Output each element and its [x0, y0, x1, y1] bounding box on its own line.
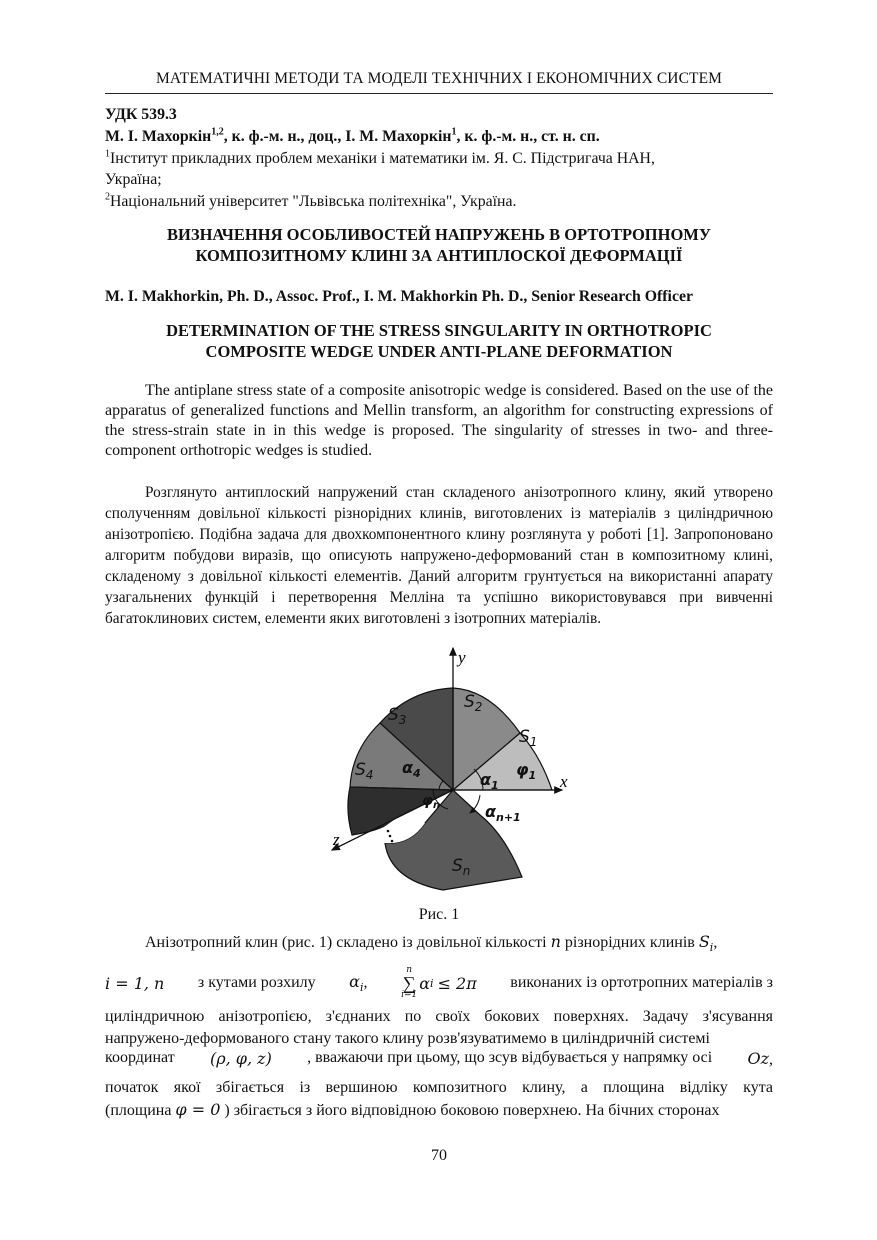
- phi1-label: $\varphi_1$: [516, 760, 537, 782]
- alpha1-label: $\alpha_1$: [480, 770, 499, 792]
- z-label: z: [333, 830, 340, 849]
- affiliation-1-cont: Україна;: [105, 171, 162, 188]
- alpha-n1-label: $\alpha_{n+1}$: [485, 802, 521, 824]
- body-line-4: (площина φ = 0 ) збігається з його відповідною боковою поверхнею. На бічних сторонах: [105, 1100, 720, 1119]
- title-ua: ВИЗНАЧЕННЯ ОСОБЛИВОСТЕЙ НАПРУЖЕНЬ В ОРТОТРОПНОМУ КОМПОЗИТНОМУ КЛИНІ ЗА АНТИПЛОСКОЇ ДЕФОРМАЦІЇ: [167, 225, 711, 265]
- header-rule: [105, 93, 773, 94]
- running-header: МАТЕМАТИЧНІ МЕТОДИ ТА МОДЕЛІ ТЕХНІЧНИХ І ЕКОНОМІЧНИХ СИСТЕМ: [155, 70, 723, 87]
- figure-caption: Рис. 1: [418, 906, 460, 923]
- abstract-en: The antiplane stress state of a composite anisotropic wedge is considered. Based on the use of the apparatus of generalized functions and Mellin transform, an algorithm for constructing expressions of the stress-strain state in in this wedge is proposed. The singularity of stresses in two- and three-component orthotropic wedges is studied.: [105, 382, 773, 459]
- x-label: x: [560, 772, 568, 791]
- body-line-2: i = 1, n з кутами розхилу $\alpha_i$, n ∑ i=1 α i ≤ 2π виконаних із ортотропних матеріалів з: [105, 965, 773, 1000]
- body-p2: циліндричною анізотропією, з'єднаних по своїх бокових поверхнях. Задачу з'ясування напружено-деформованого стану такого клину розв'язуватимемо в циліндричній системі: [105, 1008, 773, 1047]
- phin-label: $\varphi_n$: [422, 793, 441, 811]
- page-number: 70: [431, 1147, 447, 1164]
- abstract-ua: Розглянуто антиплоский напружений стан складеного анізотропного клину, який утворено сполученням довільної кількості різнорідних клинів, виготовлених із матеріалів з циліндричною анізотропією. Подібна задача для двохкомпонентного клину розглянута у роботі [1]. Запропоновано алгоритм побудови виразів, що описують напружено-деформований стан в композитному клині, складеному з довільної кількості елементів. Даний алгоритм грунтується на використанні апарату узагальнених функцій і перетворення Мелліна та успішно використовувався при вивченні багатоклинових систем, елементи яких виготовлені з ізотропних матеріалів.: [105, 484, 773, 627]
- y-label: y: [458, 648, 466, 667]
- body-line-1: Анізотропний клин (рис. 1) складено із довільної кількості n різнорідних клинів $S_i$,: [145, 932, 718, 955]
- alpha4-label: $\alpha_4$: [402, 758, 421, 780]
- s3-label: $S_3$: [388, 705, 407, 727]
- sn-label: $S_n$: [452, 856, 471, 878]
- authors-en: M. I. Makhorkin, Ph. D., Assoc. Prof., I. M. Makhorkin Ph. D., Senior Research Officer: [105, 288, 693, 305]
- body-p3: початок якої збігається із вершиною композитного клину, а площина відліку кута: [105, 1079, 773, 1096]
- s1-label: $S_1$: [519, 727, 538, 749]
- udk: УДК 539.3: [105, 106, 177, 123]
- affiliation-2: $^2$Національний університет "Львівська політехніка", Україна.: [105, 191, 517, 210]
- s4-label: $S_4$: [355, 760, 374, 782]
- wedge-figure: [330, 645, 580, 895]
- title-en: DETERMINATION OF THE STRESS SINGULARITY IN ORTHOTROPIC COMPOSITE WEDGE UNDER ANTI-PLANE DEFORMATION: [166, 321, 712, 361]
- affiliation-1: $^1$Інститут прикладних проблем механіки і математики ім. Я. С. Підстригача НАН,: [105, 148, 655, 167]
- body-line-coord: координат (ρ, φ, z) , вважаючи при цьому, що зсув відбувається у напрямку осі Oz,: [105, 1049, 773, 1068]
- s2-label: $S_2$: [464, 692, 483, 714]
- authors-ua: М. І. Махоркін$^{1,2}$, к. ф.-м. н., доц., І. М. Махоркін$^1$, к. ф.-м. н., ст. н. сп.: [105, 126, 600, 145]
